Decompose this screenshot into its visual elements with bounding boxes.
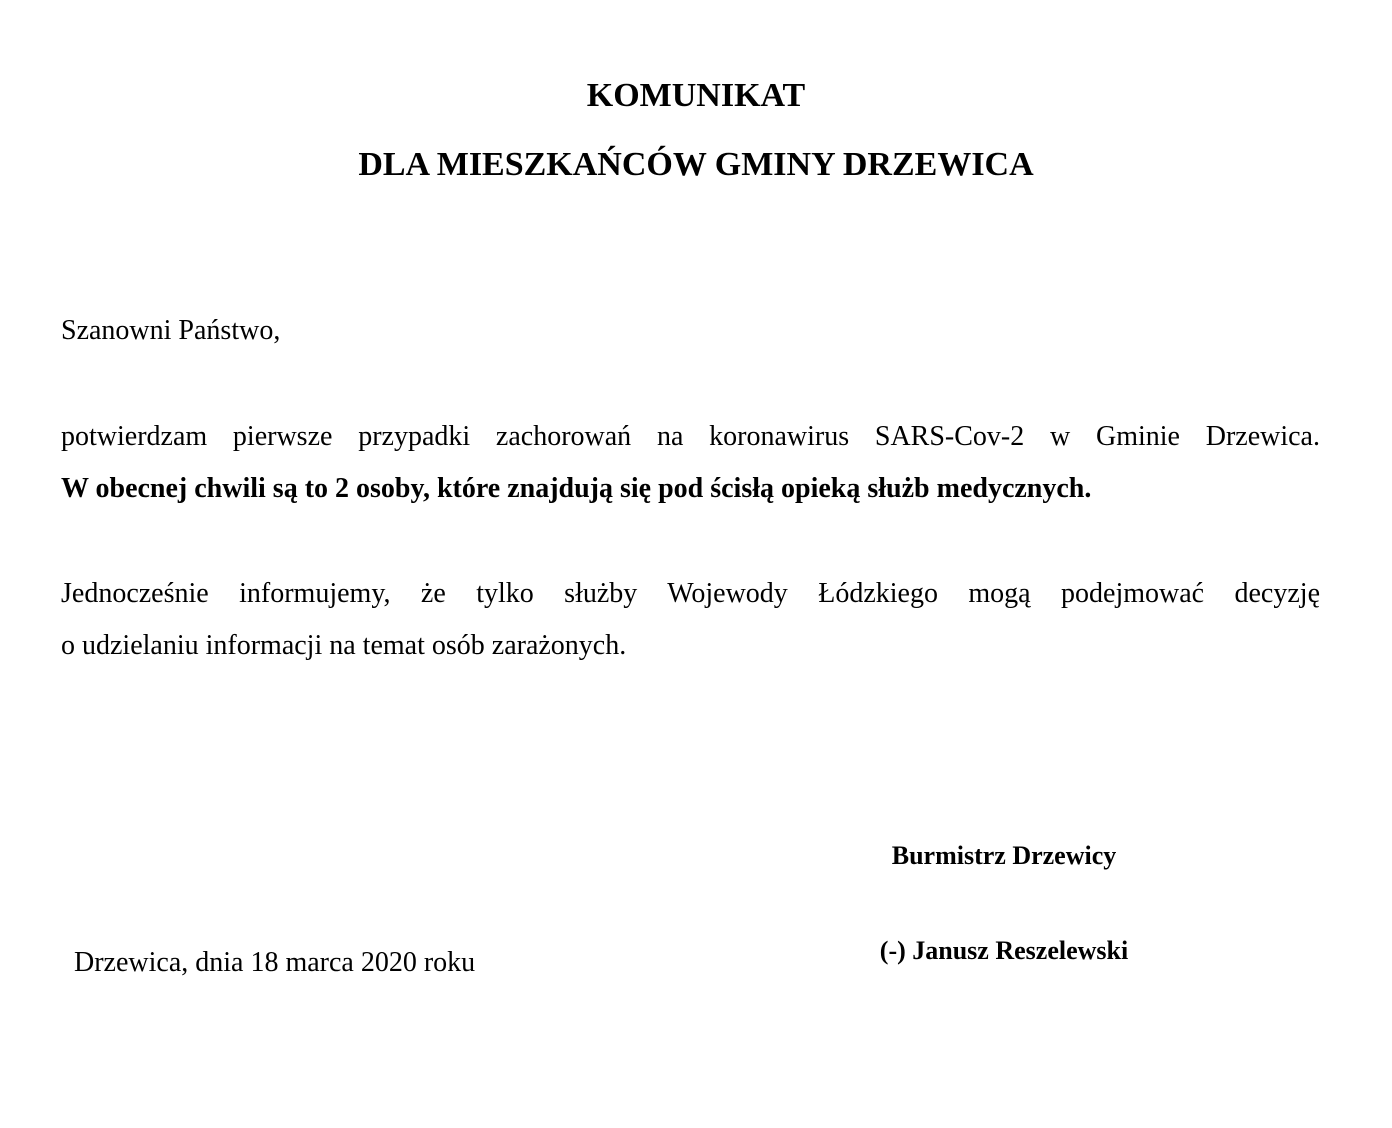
signature-name: (-) Janusz Reszelewski [879, 936, 1129, 965]
paragraph-2-line-1 [61, 577, 1320, 611]
paragraph-1-line-1 [61, 420, 1320, 454]
paragraph-1-line-2-bold: W obecnej chwili są to 2 osoby, które znajdują się pod ścisłą opieką służb medycznych. [61, 473, 1092, 504]
document-subtitle: DLA MIESZKAŃCÓW GMINY DRZEWICA [358, 146, 1034, 183]
document-title: KOMUNIKAT [586, 77, 806, 114]
date-place: Drzewica, dnia 18 marca 2020 roku [74, 947, 476, 978]
signature-title: Burmistrz Drzewicy [891, 841, 1117, 870]
salutation: Szanowni Państwo, [61, 315, 281, 346]
paragraph-2-line-1-text: Jednocześnie informujemy, że tylko służby Wojewody Łódzkiego mogą podejmować decyzję [61, 578, 1320, 609]
paragraph-2-line-2: o udzielaniu informacji na temat osób zarażonych. [61, 630, 627, 661]
paragraph-1-line-1-text: potwierdzam pierwsze przypadki zachorowań na koronawirus SARS-Cov-2 w Gminie Drzewica. [61, 421, 1320, 452]
